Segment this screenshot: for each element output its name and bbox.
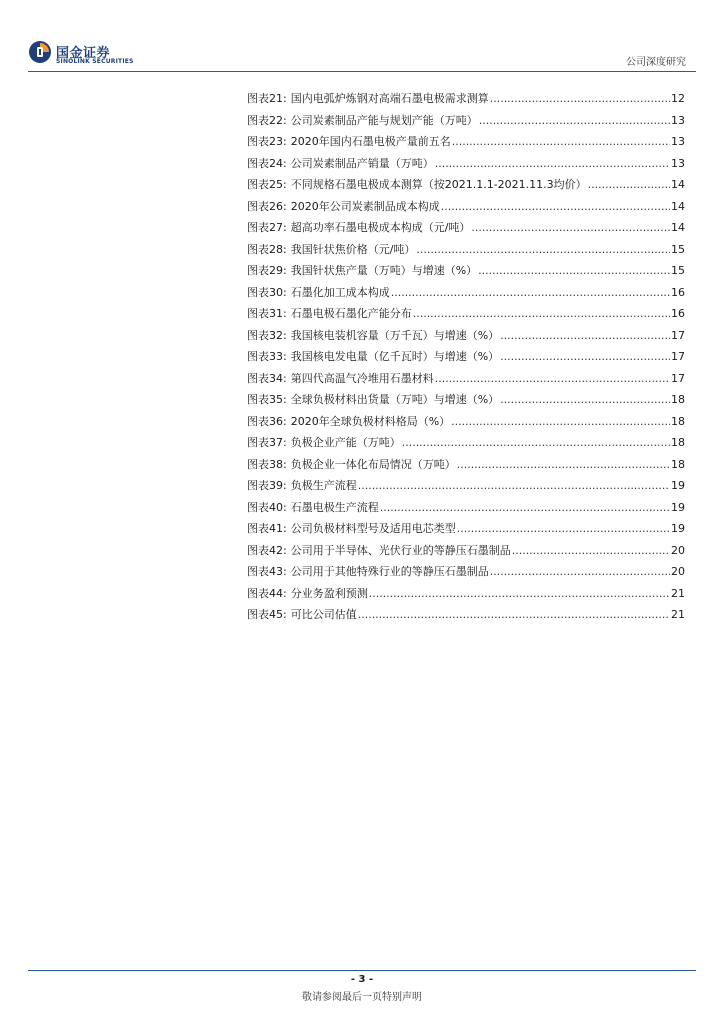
toc-dot-leader bbox=[435, 153, 670, 175]
toc-entry[interactable] bbox=[247, 325, 685, 347]
toc-dot-leader bbox=[413, 303, 670, 325]
toc-entry-page: 16 bbox=[671, 307, 685, 320]
toc-entry[interactable] bbox=[247, 583, 685, 605]
toc-entry-page: 17 bbox=[671, 371, 685, 385]
toc-entry-title: 我国针状焦产量（万吨）与增速（%） bbox=[290, 264, 478, 277]
toc-entry-page: 17 bbox=[671, 350, 685, 363]
toc-entry-title: 负极企业一体化布局情况（万吨） bbox=[290, 457, 456, 471]
toc-entry-page: 18 bbox=[671, 436, 685, 449]
toc-entry-page: 13 bbox=[671, 113, 685, 127]
toc-entry-title: 公司炭素制品产能与规划产能（万吨） bbox=[290, 113, 478, 127]
toc-entry[interactable] bbox=[247, 110, 685, 132]
toc-entry-label: 图表40: bbox=[247, 500, 287, 514]
toc-entry-page: 12 bbox=[671, 92, 685, 105]
toc-entry[interactable] bbox=[247, 217, 685, 239]
toc-dot-leader bbox=[490, 88, 670, 110]
toc-entry-title: 全球负极材料出货量（万吨）与增速（%） bbox=[290, 393, 500, 406]
toc-entry-title: 公司负极材料型号及适用电芯类型 bbox=[290, 522, 456, 535]
toc-entry-title: 我国针状焦价格（元/吨） bbox=[290, 242, 416, 256]
toc-entry-title: 负极生产流程 bbox=[290, 479, 357, 492]
toc-entry-page: 18 bbox=[671, 414, 685, 428]
toc-entry-label: 图表44: bbox=[247, 586, 287, 600]
toc-entry-label: 图表36: bbox=[247, 414, 287, 428]
toc-dot-leader bbox=[435, 368, 670, 390]
toc-entry-label: 图表35: bbox=[247, 393, 287, 406]
toc-entry[interactable] bbox=[247, 518, 685, 540]
toc-entry-label: 图表26: bbox=[247, 199, 287, 213]
toc-entry[interactable] bbox=[247, 411, 685, 433]
toc-entry-label: 图表31: bbox=[247, 307, 287, 320]
toc-dot-leader bbox=[358, 604, 670, 626]
footer-disclaimer: 敬请参阅最后一页特别声明 bbox=[302, 992, 422, 1003]
toc-entry-label: 图表42: bbox=[247, 543, 287, 557]
toc-entry-title: 石墨电极生产流程 bbox=[290, 500, 379, 514]
toc-entry[interactable] bbox=[247, 282, 685, 304]
logo-name-en: SINOLINK SECURITIES bbox=[56, 58, 134, 65]
toc-entry-page: 14 bbox=[671, 199, 685, 213]
toc-entry-page: 20 bbox=[671, 565, 685, 578]
toc-dot-leader bbox=[369, 583, 670, 605]
toc-entry-page: 17 bbox=[671, 328, 685, 342]
toc-entry-label: 图表24: bbox=[247, 156, 287, 170]
header-divider bbox=[28, 71, 696, 72]
toc-dot-leader bbox=[479, 110, 670, 132]
toc-dot-leader bbox=[500, 325, 670, 347]
toc-entry-page: 13 bbox=[671, 156, 685, 170]
toc-entry-title: 可比公司估值 bbox=[290, 608, 357, 621]
sinolink-logo bbox=[28, 40, 138, 70]
toc-entry[interactable] bbox=[247, 454, 685, 476]
toc-dot-leader bbox=[500, 346, 670, 368]
toc-entry[interactable] bbox=[247, 561, 685, 583]
toc-dot-leader bbox=[588, 174, 670, 196]
toc-dot-leader bbox=[441, 196, 670, 218]
toc-entry-page: 19 bbox=[671, 522, 685, 535]
toc-dot-leader bbox=[452, 131, 670, 153]
toc-entry-page: 15 bbox=[671, 242, 685, 256]
toc-entry-title: 石墨化加工成本构成 bbox=[290, 285, 390, 299]
toc-entry-page: 13 bbox=[671, 135, 685, 148]
toc-entry-page: 16 bbox=[671, 285, 685, 299]
page-number: - 3 - bbox=[350, 974, 374, 985]
toc-entry[interactable] bbox=[247, 389, 685, 411]
toc-entry[interactable] bbox=[247, 346, 685, 368]
toc-entry-page: 14 bbox=[671, 178, 685, 191]
toc-entry-page: 20 bbox=[671, 543, 685, 557]
toc-entry-title: 公司用于其他特殊行业的等静压石墨制品 bbox=[290, 565, 489, 578]
toc-entry-page: 18 bbox=[671, 457, 685, 471]
toc-entry-title: 石墨电极石墨化产能分布 bbox=[290, 307, 412, 320]
toc-entry-page: 15 bbox=[671, 264, 685, 277]
toc-entry-title: 2020年公司炭素制品成本构成 bbox=[290, 199, 440, 213]
toc-dot-leader bbox=[490, 561, 670, 583]
toc-entry-label: 图表27: bbox=[247, 221, 287, 234]
toc-entry[interactable] bbox=[247, 604, 685, 626]
toc-entry-label: 图表39: bbox=[247, 479, 287, 492]
toc-entry-label: 图表43: bbox=[247, 565, 287, 578]
toc-entry[interactable] bbox=[247, 368, 685, 390]
toc-dot-leader bbox=[478, 260, 670, 282]
toc-entry[interactable] bbox=[247, 260, 685, 282]
toc-entry-title: 不同规格石墨电极成本测算（按2021.1.1-2021.11.3均价） bbox=[290, 178, 587, 191]
report-type-label: 公司深度研究 bbox=[626, 57, 686, 68]
toc-entry[interactable] bbox=[247, 540, 685, 562]
toc-entry[interactable] bbox=[247, 196, 685, 218]
toc-dot-leader bbox=[457, 518, 670, 540]
toc-entry[interactable] bbox=[247, 239, 685, 261]
toc-dot-leader bbox=[451, 411, 670, 433]
footer-divider bbox=[28, 970, 696, 971]
toc-entry-title: 我国核电发电量（亿千瓦时）与增速（%） bbox=[290, 350, 500, 363]
toc-entry-title: 负极企业产能（万吨） bbox=[290, 436, 401, 449]
toc-dot-leader bbox=[457, 454, 670, 476]
toc-entry[interactable] bbox=[247, 153, 685, 175]
toc-entry[interactable] bbox=[247, 475, 685, 497]
toc-entry[interactable] bbox=[247, 497, 685, 519]
sinolink-logo-icon bbox=[28, 40, 52, 64]
toc-entry[interactable] bbox=[247, 303, 685, 325]
toc-dot-leader bbox=[512, 540, 670, 562]
toc-entry-title: 公司用于半导体、光伏行业的等静压石墨制品 bbox=[290, 543, 511, 557]
toc-entry-page: 19 bbox=[671, 500, 685, 514]
toc-entry-label: 图表22: bbox=[247, 113, 287, 127]
toc-entry-title: 2020年全球负极材料格局（%） bbox=[290, 414, 451, 428]
toc-entry-label: 图表34: bbox=[247, 371, 287, 385]
toc-entry-label: 图表23: bbox=[247, 135, 287, 148]
toc-entry-title: 2020年国内石墨电极产量前五名 bbox=[290, 135, 451, 148]
toc-dot-leader bbox=[391, 282, 670, 304]
toc-entry-title: 公司炭素制品产销量（万吨） bbox=[290, 156, 434, 170]
toc-entry-label: 图表32: bbox=[247, 328, 287, 342]
toc-entry-page: 21 bbox=[671, 608, 685, 621]
toc-entry[interactable] bbox=[247, 88, 685, 110]
toc-entry-page: 19 bbox=[671, 479, 685, 492]
toc-entry-page: 21 bbox=[671, 586, 685, 600]
logo-name-cn: 国金证券 bbox=[56, 46, 111, 61]
toc-dot-leader bbox=[416, 239, 670, 261]
toc-entry[interactable] bbox=[247, 174, 685, 196]
toc-entry-label: 图表45: bbox=[247, 608, 287, 621]
toc-entry-title: 第四代高温气冷堆用石墨材料 bbox=[290, 371, 434, 385]
toc-entry-title: 超高功率石墨电极成本构成（元/吨） bbox=[290, 221, 471, 234]
toc-dot-leader bbox=[380, 497, 670, 519]
toc-entry-page: 18 bbox=[671, 393, 685, 406]
toc-dot-leader bbox=[402, 432, 670, 454]
toc-entry-label: 图表25: bbox=[247, 178, 287, 191]
toc-entry-title: 国内电弧炉炼钢对高端石墨电极需求测算 bbox=[290, 92, 489, 105]
toc-entry-label: 图表33: bbox=[247, 350, 287, 363]
toc-entry-title: 我国核电装机容量（万千瓦）与增速（%） bbox=[290, 328, 500, 342]
page-header bbox=[0, 0, 724, 72]
toc-dot-leader bbox=[471, 217, 670, 239]
toc-entry-label: 图表30: bbox=[247, 285, 287, 299]
toc-entry-label: 图表38: bbox=[247, 457, 287, 471]
toc-entry-label: 图表28: bbox=[247, 242, 287, 256]
toc-dot-leader bbox=[358, 475, 670, 497]
toc-entry[interactable] bbox=[247, 432, 685, 454]
toc-entry-label: 图表41: bbox=[247, 522, 287, 535]
toc-dot-leader bbox=[500, 389, 670, 411]
figure-index-list bbox=[247, 88, 685, 626]
toc-entry[interactable] bbox=[247, 131, 685, 153]
toc-entry-page: 14 bbox=[671, 221, 685, 234]
toc-entry-label: 图表29: bbox=[247, 264, 287, 277]
toc-entry-label: 图表37: bbox=[247, 436, 287, 449]
toc-entry-title: 分业务盈利预测 bbox=[290, 586, 368, 600]
toc-entry-label: 图表21: bbox=[247, 92, 287, 105]
